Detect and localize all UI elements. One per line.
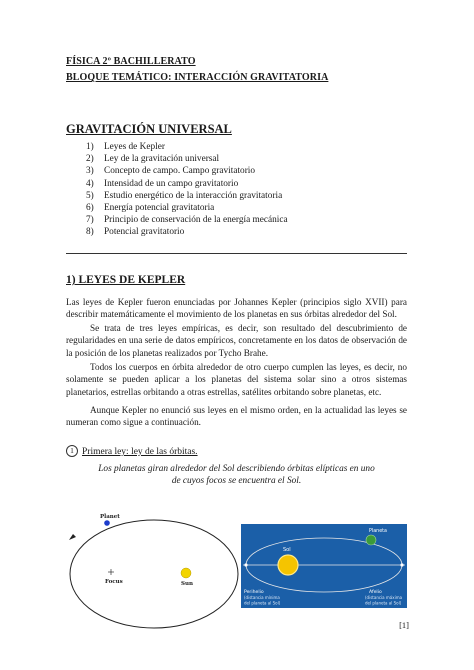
- toc-item-number: 8): [86, 227, 94, 238]
- orbit-direction-arrow: [69, 534, 76, 540]
- perihelion-title: Perihelio: [244, 590, 264, 595]
- aphelion-desc-2: del planeta al Sol): [365, 600, 402, 606]
- toc-item: [86, 141, 288, 153]
- law-statement-line-2: de cuyos focos se encuentra el Sol.: [171, 476, 302, 487]
- orbit-diagram-simple: [64, 510, 244, 632]
- focus-label: Focus: [105, 579, 123, 585]
- toc-item-label: Concepto de campo. Campo gravitatorio: [104, 166, 256, 177]
- focus-marker: [108, 569, 114, 575]
- page-number: [1]: [399, 620, 409, 630]
- perihelion-point: [244, 563, 247, 566]
- toc-item-label: Principio de conservación de la energía mecánica: [104, 215, 288, 226]
- law-statement-line-1: Los planetas giran alrededor del Sol describiendo órbitas elípticas en uno: [98, 464, 375, 474]
- planeta-label: Planeta: [369, 529, 387, 534]
- toc-item-number: 5): [86, 190, 94, 201]
- planet-graphic: [366, 535, 376, 545]
- paragraph-2: Se trata de tres leyes empíricas, es decir, son resultado del descubrimiento de regularidades en una serie de datos empíricos, concretamente en los datos de observación de la posición de los planetas realizados por Tycho Brahe.: [66, 323, 407, 358]
- table-of-contents: [86, 141, 288, 239]
- toc-item-number: 4): [86, 178, 94, 189]
- orbit-ellipse: [70, 520, 238, 628]
- sun-dot: [181, 568, 191, 578]
- toc-item-number: 2): [86, 154, 94, 165]
- law-title: Primera ley: ley de las órbitas.: [82, 447, 198, 457]
- paragraph-4: Aunque Kepler no enunció sus leyes en el mismo orden, en la actualidad las leyes se numeran como sigue a continuación.: [66, 405, 407, 428]
- aphelion-title: Afelio: [369, 590, 382, 595]
- toc-item-number: 7): [86, 215, 94, 226]
- course-header: FÍSICA 2º BACHILLERATO: [66, 56, 196, 67]
- sol-label: Sol: [283, 547, 291, 553]
- block-header: BLOQUE TEMÁTICO: INTERACCIÓN GRAVITATORIA: [66, 72, 329, 83]
- toc-item-label: Intensidad de un campo gravitatorio: [104, 178, 239, 189]
- toc-item: [86, 202, 288, 214]
- aphelion-desc-1: (distancia máxima: [365, 595, 403, 600]
- perihelion-desc-1: (distancia mínima: [244, 595, 280, 600]
- section-title: 1) LEYES DE KEPLER: [66, 274, 186, 286]
- toc-item-number: 6): [86, 203, 94, 214]
- toc-item-number: 1): [86, 142, 94, 152]
- planet-label: Planet: [100, 514, 120, 520]
- law-statement: [66, 463, 407, 487]
- toc-item: [86, 226, 288, 238]
- sun-graphic: [278, 555, 298, 575]
- planet-dot: [104, 520, 110, 526]
- toc-item-number: 3): [86, 166, 94, 177]
- toc-item: [86, 153, 288, 165]
- orbit-diagram-illustrated: [241, 524, 407, 608]
- toc-item-label: Leyes de Kepler: [104, 142, 165, 152]
- toc-item-label: Ley de la gravitación universal: [104, 154, 220, 165]
- paragraph-1: Las leyes de Kepler fueron enunciadas por Johannes Kepler (principios siglo XVII) para describir matemáticamente el movimiento de los planetas en sus órbitas alrededor del Sol.: [66, 297, 407, 320]
- law-number-badge: 1: [66, 445, 78, 457]
- toc-item: [86, 178, 288, 190]
- first-law-heading: [66, 445, 198, 457]
- section-divider: [66, 253, 407, 254]
- toc-item-label: Potencial gravitatorio: [104, 227, 185, 238]
- aphelion-point: [400, 563, 403, 566]
- perihelion-desc-2: del planeta al Sol): [244, 600, 281, 606]
- toc-item-label: Energía potencial gravitatoria: [104, 203, 215, 214]
- toc-item-label: Estudio energético de la interacción gravitatoria: [104, 190, 283, 201]
- toc-item: [86, 165, 288, 177]
- sun-label: Sun: [181, 581, 193, 587]
- toc-item: [86, 190, 288, 202]
- page-title: GRAVITACIÓN UNIVERSAL: [66, 122, 232, 136]
- paragraph-3: Todos los cuerpos en órbita alrededor de otro cuerpo cumplen las leyes, es decir, no solamente se pueden aplicar a los planetas del sistema solar sino a otros sistemas planetarios, estrellas orbitando a otras estrellas, satélites orbitando sobre planetas, etc.: [66, 362, 407, 397]
- toc-item: [86, 214, 288, 226]
